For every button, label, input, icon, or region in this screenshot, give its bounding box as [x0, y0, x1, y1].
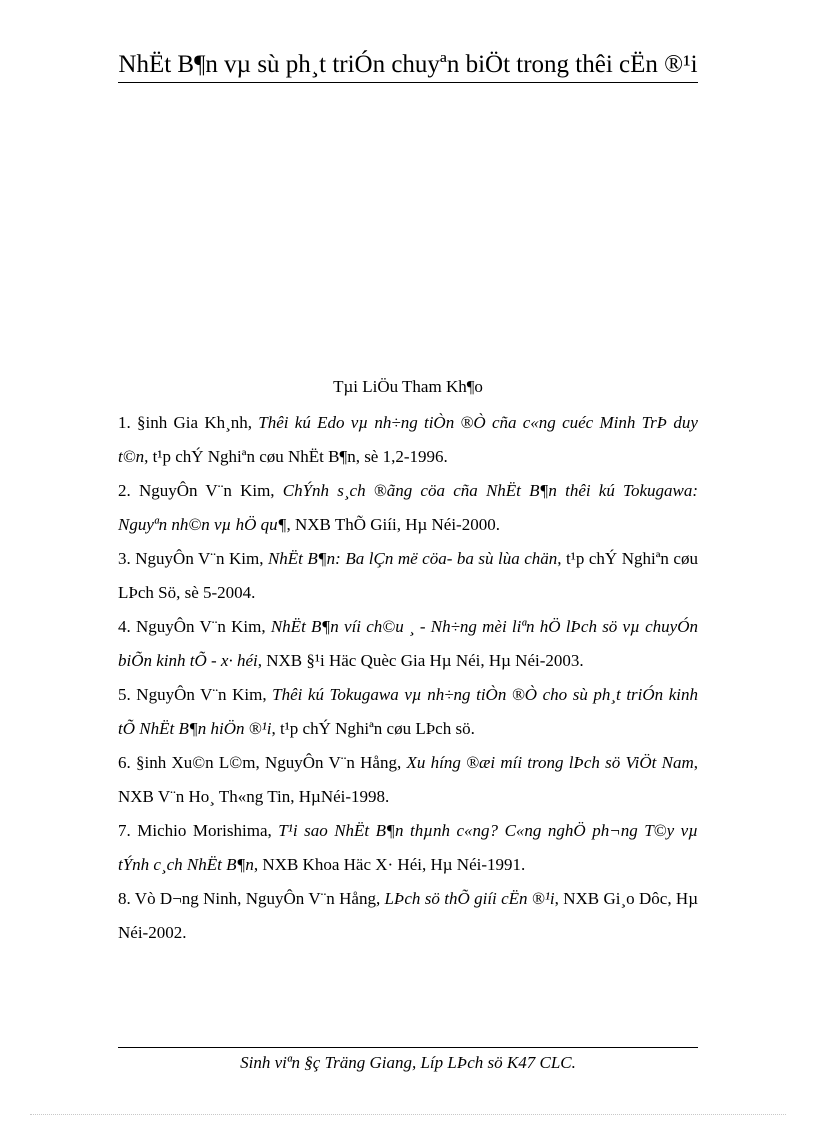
footer-divider [118, 1047, 698, 1048]
reference-title: Thêi kú Edo vµ nh÷ng tiÒn ®Ò cña c«ng cuéc Minh TrÞ duy t©n [118, 413, 698, 466]
reference-title: NhËt B¶n: Ba lÇn më cöa- ba sù lùa chän [267, 549, 558, 568]
reference-publisher: , t¹p chÝ Nghiªn cøu NhËt B¶n, sè 1,2-1996. [144, 447, 448, 466]
reference-item [118, 678, 698, 746]
reference-publisher: , NXB Gi¸o Dôc, Hµ Néi-2002. [118, 889, 698, 942]
page-boundary [30, 1114, 786, 1115]
reference-list [118, 406, 698, 950]
reference-item [118, 610, 698, 678]
reference-title: ChÝnh s¸ch ®ãng cöa cña NhËt B¶n thêi kú Tokugawa: Nguyªn nh©n vµ hÖ qu¶ [118, 481, 698, 534]
reference-publisher: , NXB Khoa Häc X· Héi, Hµ Néi-1991. [253, 855, 526, 874]
reference-author: 5. NguyÔn V¨n Kim, [118, 685, 273, 704]
reference-publisher: , NXB §¹i Häc Quèc Gia Hµ Néi, Hµ Néi-2003. [257, 651, 584, 670]
reference-author: 2. NguyÔn V¨n Kim, [118, 481, 283, 500]
reference-item [118, 746, 698, 814]
reference-title: T¹i sao NhËt B¶n thµnh c«ng? C«ng nghÖ ph¬ng T©y vµ tÝnh c¸ch NhËt B¶n [118, 821, 698, 874]
header-divider [118, 82, 698, 83]
page-footer: Sinh viªn §ç Träng Giang, Líp LÞch sö K47 CLC. [240, 1053, 576, 1072]
reference-author: 1. §inh Gia Kh¸nh, [118, 413, 259, 432]
reference-item [118, 542, 698, 610]
reference-author: 6. §inh Xu©n L©m, NguyÔn V¨n Hång, [118, 753, 407, 772]
reference-title: NhËt B¶n víi ch©u ¸ - Nh÷ng mèi liªn hÖ lÞch sö vµ chuyÓn biÕn kinh tÕ - x· héi [118, 617, 698, 670]
reference-author: 3. NguyÔn V¨n Kim, [118, 549, 268, 568]
reference-author: 8. Vò D¬ng Ninh, NguyÔn V¨n Hång, [118, 889, 385, 908]
references-heading: Tµi LiÖu Tham Kh¶o [333, 377, 483, 396]
reference-title: Thêi kú Tokugawa vµ nh÷ng tiÒn ®Ò cho sù ph¸t triÓn kinh tÕ NhËt B¶n hiÖn ®¹i [118, 685, 698, 738]
reference-item [118, 814, 698, 882]
reference-publisher: , NXB V¨n Ho¸ Th«ng Tin, HµNéi-1998. [118, 753, 698, 806]
reference-item [118, 406, 698, 474]
reference-author: 7. Michio Morishima, [118, 821, 279, 840]
reference-title: Xu híng ®æi míi trong lÞch sö ViÖt Nam [406, 753, 694, 772]
reference-publisher: , t¹p chÝ Nghiªn cøu LÞch Sö, sè 5-2004. [118, 549, 698, 602]
page-header-title: NhËt B¶n vµ sù ph¸t triÓn chuyªn biÖt trong thêi cËn ®¹i [118, 51, 698, 78]
reference-publisher: , NXB ThÕ Giíi, Hµ Néi-2000. [286, 515, 500, 534]
reference-publisher: , t¹p chÝ Nghiªn cøu LÞch sö. [271, 719, 475, 738]
reference-title: LÞch sö thÕ giíi cËn ®¹i [384, 889, 555, 908]
reference-item [118, 474, 698, 542]
reference-author: 4. NguyÔn V¨n Kim, [118, 617, 271, 636]
reference-item [118, 882, 698, 950]
